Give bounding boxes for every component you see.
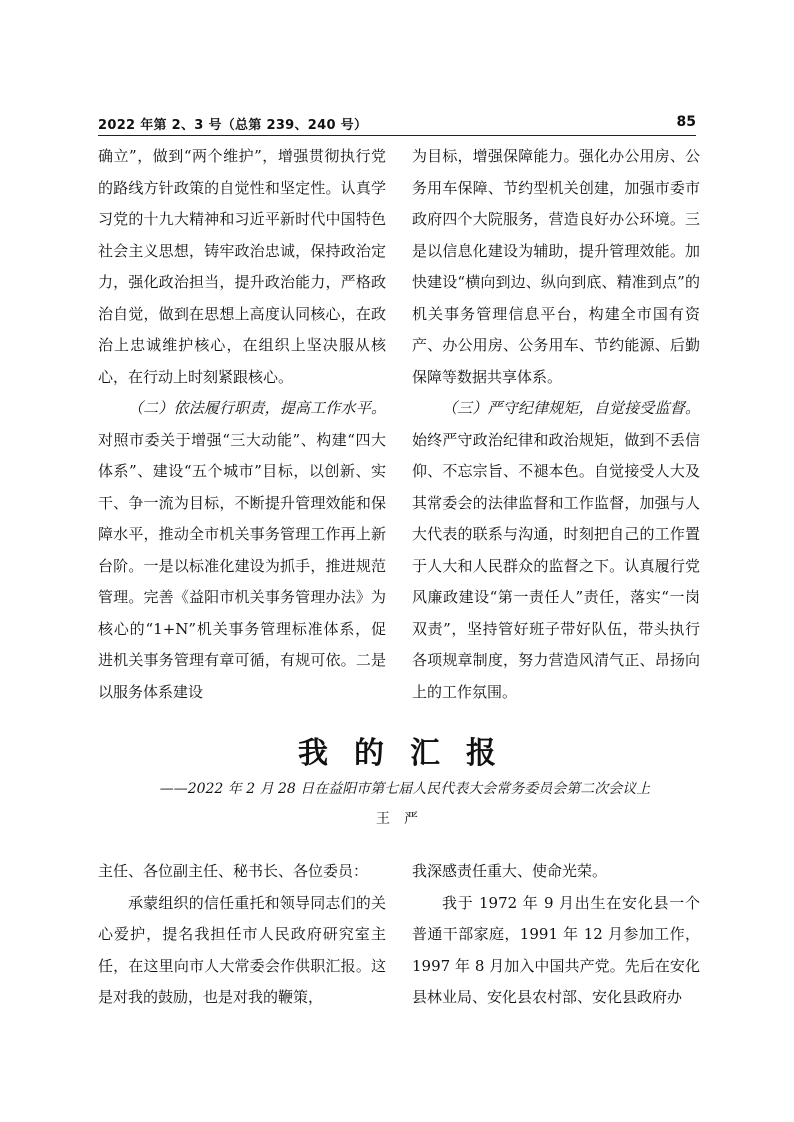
page-number: 85 xyxy=(676,114,696,130)
paragraph: 我于 1972 年 9 月出生在安化县一个普通干部家庭，1991 年 12 月参加工作，1997 年 8 月加入中国共产党。先后在安化县林业局、安化县农村部、安化县政府办 xyxy=(412,893,700,1006)
section-heading: （二）依法履行职责，提高工作水平。 xyxy=(128,399,386,417)
salutation: 主任、各位副主任、秘书长、各位委员： xyxy=(98,862,369,880)
paragraph: 我深感责任重大、使命光荣。 xyxy=(412,862,608,880)
article-title: 我的汇报 xyxy=(298,736,522,771)
paragraph: 承蒙组织的信任重托和领导同志们的关心爱护，提名我担任市人民政府研究室主任，在这里向市人大常委会作供职汇报。这是对我的鼓励，也是对我的鞭策， xyxy=(98,893,386,1006)
paragraph-section-three xyxy=(412,393,700,708)
paragraph-section-two xyxy=(98,393,386,708)
paragraph-body: 对照市委关于增强“三大动能”、构建“四大体系”、建设“五个城市”目标，以创新、实干、争一流为目标，不断提升管理效能和保障水平，推动全市机关事务管理工作再上新台阶。一是以标准化建设为抓手，推进规范管理。完善《益阳市机关事务管理办法》为核心的“1+N”机关事务管理标准体系，促进机关事务管理有章可循，有规可依。二是以服务体系建设 xyxy=(98,430,386,701)
upper-left-column xyxy=(98,141,386,708)
running-header xyxy=(98,112,696,136)
section-heading: （三）严守纪律规矩，自觉接受监督。 xyxy=(442,399,700,417)
article-subtitle: ——2022 年 2 月 28 日在益阳市第七届人民代表大会常务委员会第二次会议上 xyxy=(159,781,651,797)
paragraph: 确立”，做到“两个维护”，增强贯彻执行党的路线方针政策的自觉性和坚定性。认真学习党的十九大精神和习近平新时代中国特色社会主义思想，铸牢政治忠诚，保持政治定力，强化政治担当，提升政治能力，严格政治自觉，做到在思想上高度认同核心，在政治上忠诚维护核心，在组织上坚决服从核心，在行动上时刻紧跟核心。 xyxy=(98,147,386,386)
lower-right-column xyxy=(412,856,700,1014)
article-author: 王严 xyxy=(376,811,432,827)
issue-info: 2022 年第 2、3 号（总第 239、240 号） xyxy=(98,118,368,133)
upper-right-column xyxy=(412,141,700,708)
header-rule xyxy=(98,135,696,136)
paragraph: 为目标，增强保障能力。强化办公用房、公务用车保障、节约型机关创建，加强市委市政府四个大院服务，营造良好办公环境。三是以信息化建设为辅助，提升管理效能。加快建设“横向到边、纵向到底、精准到点”的机关事务管理信息平台，构建全市国有资产、办公用房、公务用车、节约能源、后勤保障等数据共享体系。 xyxy=(412,147,700,386)
lower-left-column xyxy=(98,856,386,1014)
paragraph-body: 始终严守政治纪律和政治规矩，做到不丢信仰、不忘宗旨、不褪本色。自觉接受人大及其常委会的法律监督和工作监督，加强与人大代表的联系与沟通，时刻把自己的工作置于人大和人民群众的监督之下。认真履行党风廉政建设“第一责任人”责任，落实“一岗双责”，坚持管好班子带好队伍，带头执行各项规章制度，努力营造风清气正、昂扬向上的工作氛围。 xyxy=(412,430,700,701)
